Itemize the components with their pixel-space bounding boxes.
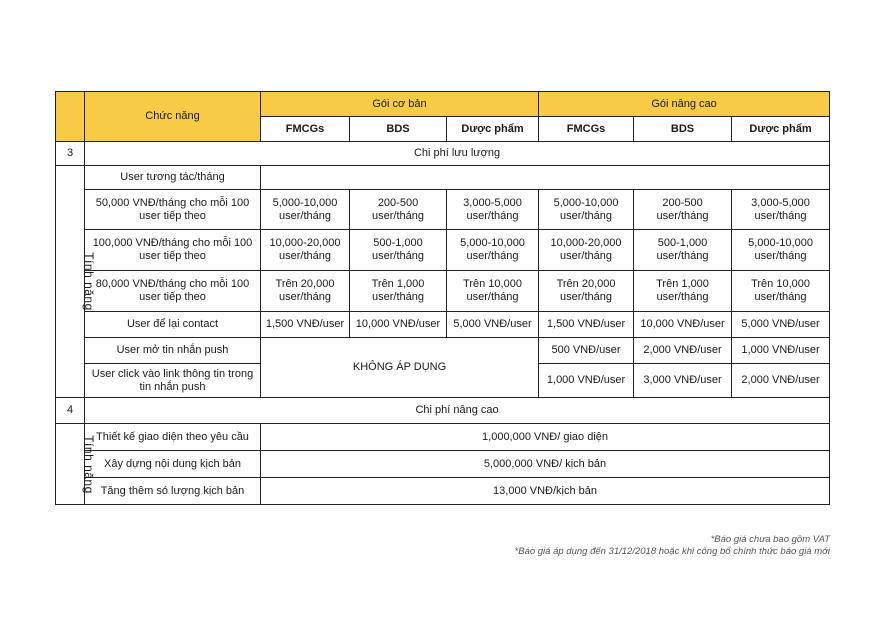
price-cell: Trên 10,000 user/tháng <box>732 271 830 312</box>
header-row-groups <box>56 92 830 117</box>
table-row <box>56 166 830 190</box>
section-title: Chi phí lưu lượng <box>85 142 830 166</box>
header-duoc-pham: Dược phẩm <box>447 117 539 142</box>
note-vat: *Báo giá chưa bao gồm VAT <box>710 534 830 545</box>
price-cell: Trên 1,000 user/tháng <box>634 271 732 312</box>
price-cell: Trên 20,000 user/tháng <box>261 271 350 312</box>
side-label: Tính năng <box>56 166 85 398</box>
price-cell: 5,000,000 VNĐ/ kịch bản <box>261 451 830 478</box>
header-advanced-package: Gói nâng cao <box>539 92 830 117</box>
price-cell: 500 VNĐ/user <box>539 338 634 364</box>
note-validity: *Báo giá áp dụng đến 31/12/2018 hoặc khi công bố chính thức báo giá mới <box>514 546 830 557</box>
price-cell: 1,000 VNĐ/user <box>539 364 634 398</box>
price-cell: Trên 20,000 user/tháng <box>539 271 634 312</box>
price-cell: 10,000 VNĐ/user <box>634 312 732 338</box>
price-cell: 10,000 VNĐ/user <box>350 312 447 338</box>
table-row <box>56 230 830 271</box>
section-row <box>56 142 830 166</box>
table-row <box>56 190 830 230</box>
price-cell: 1,000,000 VNĐ/ giao diện <box>261 424 830 451</box>
header-basic-package: Gói cơ bản <box>261 92 539 117</box>
feature-label: Xây dựng nội dung kịch bản <box>85 451 261 478</box>
price-cell: 200-500 user/tháng <box>634 190 732 230</box>
price-cell: 1,000 VNĐ/user <box>732 338 830 364</box>
price-cell: 5,000-10,000 user/tháng <box>447 230 539 271</box>
header-feature: Chức năng <box>85 92 261 142</box>
header-bds: BDS <box>634 117 732 142</box>
price-cell: 200-500 user/tháng <box>350 190 447 230</box>
price-cell: 500-1,000 user/tháng <box>634 230 732 271</box>
feature-label: 100,000 VNĐ/tháng cho mỗi 100 user tiếp theo <box>85 230 261 271</box>
header-corner <box>56 92 85 142</box>
header-fmcgs: FMCGs <box>261 117 350 142</box>
price-cell: 13,000 VNĐ/kịch bản <box>261 478 830 505</box>
table-row <box>56 424 830 451</box>
footnotes <box>515 534 830 558</box>
price-cell: 5,000 VNĐ/user <box>447 312 539 338</box>
price-cell: 10,000-20,000 user/tháng <box>261 230 350 271</box>
price-cell: 2,000 VNĐ/user <box>732 364 830 398</box>
table-row <box>56 312 830 338</box>
section-row <box>56 398 830 424</box>
price-cell: 1,500 VNĐ/user <box>539 312 634 338</box>
side-label: Tính năng <box>56 424 85 505</box>
price-cell: 2,000 VNĐ/user <box>634 338 732 364</box>
feature-label: User mở tin nhắn push <box>85 338 261 364</box>
table-row <box>56 338 830 364</box>
table-row <box>56 271 830 312</box>
feature-label: User click vào link thông tin trong tin nhắn push <box>85 364 261 398</box>
price-cell: 3,000-5,000 user/tháng <box>732 190 830 230</box>
section-number: 4 <box>56 398 85 424</box>
feature-label: Thiết kế giao diện theo yêu cầu <box>85 424 261 451</box>
price-cell: 3,000-5,000 user/tháng <box>447 190 539 230</box>
price-cell: 5,000-10,000 user/tháng <box>261 190 350 230</box>
price-cell: 5,000-10,000 user/tháng <box>732 230 830 271</box>
price-cell: 3,000 VNĐ/user <box>634 364 732 398</box>
table-row <box>56 478 830 505</box>
feature-label: Tăng thêm só lượng kịch bản <box>85 478 261 505</box>
pricing-table <box>55 91 830 505</box>
feature-label: User tương tác/tháng <box>85 166 261 190</box>
price-cell: 10,000-20,000 user/tháng <box>539 230 634 271</box>
feature-label: User để lại contact <box>85 312 261 338</box>
price-cell: 5,000 VNĐ/user <box>732 312 830 338</box>
empty-cell <box>261 166 830 190</box>
header-bds: BDS <box>350 117 447 142</box>
not-applicable-cell: KHÔNG ÁP DỤNG <box>261 338 539 398</box>
section-number: 3 <box>56 142 85 166</box>
header-fmcgs: FMCGs <box>539 117 634 142</box>
price-cell: 1,500 VNĐ/user <box>261 312 350 338</box>
section-title: Chi phí nâng cao <box>85 398 830 424</box>
feature-label: 50,000 VNĐ/tháng cho mỗi 100 user tiếp theo <box>85 190 261 230</box>
feature-label: 80,000 VNĐ/tháng cho mỗi 100 user tiếp theo <box>85 271 261 312</box>
price-cell: 500-1,000 user/tháng <box>350 230 447 271</box>
price-cell: 5,000-10,000 user/tháng <box>539 190 634 230</box>
table-row <box>56 451 830 478</box>
header-duoc-pham: Dược phẩm <box>732 117 830 142</box>
price-cell: Trên 10,000 user/tháng <box>447 271 539 312</box>
price-cell: Trên 1,000 user/tháng <box>350 271 447 312</box>
